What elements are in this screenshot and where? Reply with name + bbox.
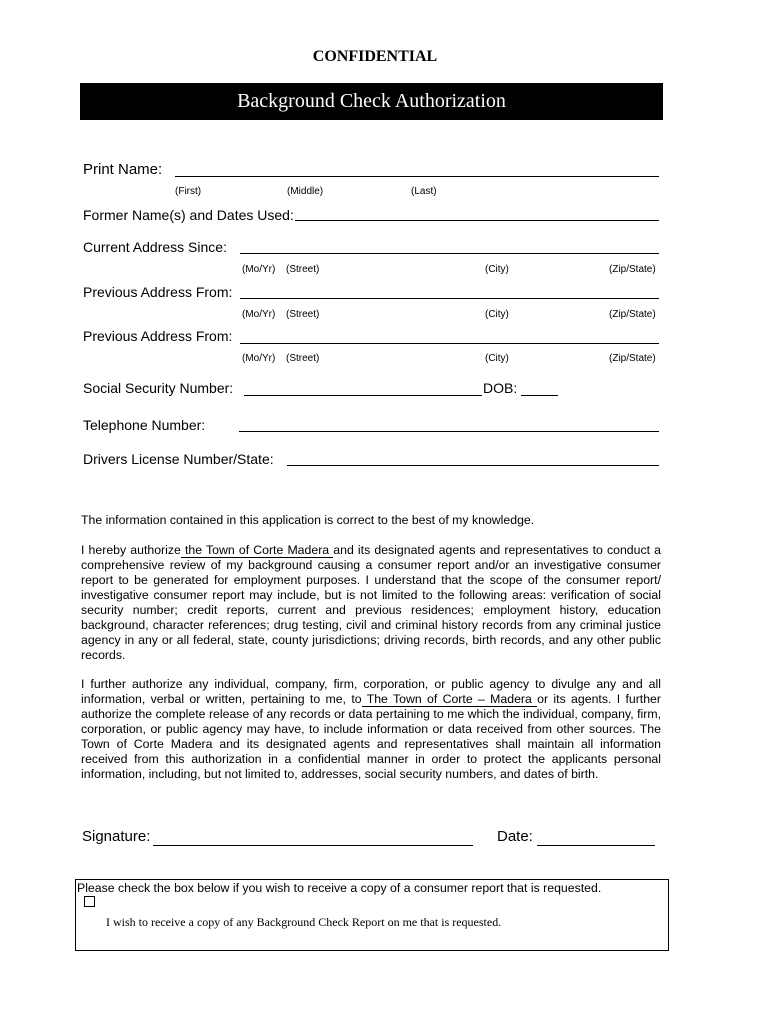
- signature-label: Signature:: [82, 828, 151, 845]
- name-first-hint: (First): [175, 186, 202, 197]
- paragraph-text: I hereby authorize: [81, 543, 181, 557]
- print-name-field[interactable]: [175, 176, 659, 177]
- former-names-field[interactable]: [295, 220, 659, 221]
- telephone-label: Telephone Number:: [83, 417, 206, 433]
- name-middle-hint: (Middle): [287, 186, 324, 197]
- copy-request-box: [75, 879, 669, 951]
- confidential-heading: CONFIDENTIAL: [312, 48, 438, 65]
- title-banner: [80, 83, 663, 120]
- previous-address-2-label: Previous Address From:: [83, 328, 233, 344]
- addr-moyr-hint: (Mo/Yr): [242, 353, 276, 364]
- previous-address-1-field[interactable]: [240, 298, 659, 299]
- addr-city-hint: (City): [485, 309, 509, 320]
- drivers-license-field[interactable]: [287, 465, 659, 466]
- telephone-field[interactable]: [239, 431, 659, 432]
- previous-address-2-field[interactable]: [240, 343, 659, 344]
- former-names-label: Former Name(s) and Dates Used:: [83, 207, 294, 223]
- copy-request-instruction: Please check the box below if you wish to receive a copy of a consumer report that is requested.: [77, 881, 602, 895]
- copy-request-checkbox-label: I wish to receive a copy of any Background Check Report on me that is requested.: [106, 915, 502, 929]
- ssn-label: Social Security Number:: [83, 380, 234, 396]
- addr-street-hint: (Street): [286, 264, 320, 275]
- addr-moyr-hint: (Mo/Yr): [242, 309, 276, 320]
- addr-street-hint: (Street): [286, 353, 320, 364]
- authorized-entity: The Town of Corte – Madera: [361, 692, 538, 706]
- print-name-label: Print Name:: [83, 161, 163, 178]
- addr-city-hint: (City): [485, 353, 509, 364]
- date-label: Date:: [497, 828, 533, 845]
- drivers-license-label: Drivers License Number/State:: [83, 451, 274, 467]
- dob-label: DOB:: [483, 380, 518, 396]
- addr-zipstate-hint: (Zip/State): [609, 264, 656, 275]
- paragraph-text: I further authorize any individual, company, firm, corporation, or public agency to divulge any and all information, verbal or written, pertaining to me, to: [81, 677, 661, 706]
- signature-field[interactable]: [153, 845, 473, 846]
- ssn-field[interactable]: [244, 395, 482, 396]
- current-address-field[interactable]: [240, 253, 659, 254]
- dob-field[interactable]: [521, 395, 558, 396]
- authorized-entity: the Town of Corte Madera: [180, 543, 334, 557]
- authorization-paragraph-2: [81, 677, 661, 782]
- date-field[interactable]: [537, 845, 655, 846]
- addr-city-hint: (City): [485, 264, 509, 275]
- copy-request-checkbox[interactable]: [84, 896, 95, 907]
- paragraph-text: and its designated agents and representatives to conduct a comprehensive review of my background causing a consumer report and/or an investigative consumer report to be generated for employment purposes. I understand that the scope of the consumer report/ investigative consumer report may include, but is not limited to the following areas: verification of social security number; credit reports, current and previous residences; employment history, education background, character references; drug testing, civil and criminal history records from any criminal justice agency in any or all federal, state, county jurisdictions; driving records, birth records, and any other public records.: [81, 543, 661, 662]
- correctness-statement: The information contained in this application is correct to the best of my knowledge.: [81, 513, 535, 527]
- current-address-label: Current Address Since:: [83, 239, 227, 255]
- addr-moyr-hint: (Mo/Yr): [242, 264, 276, 275]
- addr-zipstate-hint: (Zip/State): [609, 309, 656, 320]
- addr-zipstate-hint: (Zip/State): [609, 353, 656, 364]
- authorization-paragraph-1: [81, 543, 661, 663]
- previous-address-1-label: Previous Address From:: [83, 284, 233, 300]
- paragraph-text: or its agents. I further authorize the complete release of any records or data pertaining to me which the individual, company, firm, corporation, or public agency may have, to include information or data received from other sources. The Town of Corte Madera and its designated agents and representatives shall maintain all information received from this authorization in a confidential manner in order to protect the applicants personal information, including, but not limited to, addresses, social security numbers, and dates of birth.: [81, 692, 661, 781]
- page-title: Background Check Authorization: [237, 90, 506, 112]
- name-last-hint: (Last): [411, 186, 437, 197]
- addr-street-hint: (Street): [286, 309, 320, 320]
